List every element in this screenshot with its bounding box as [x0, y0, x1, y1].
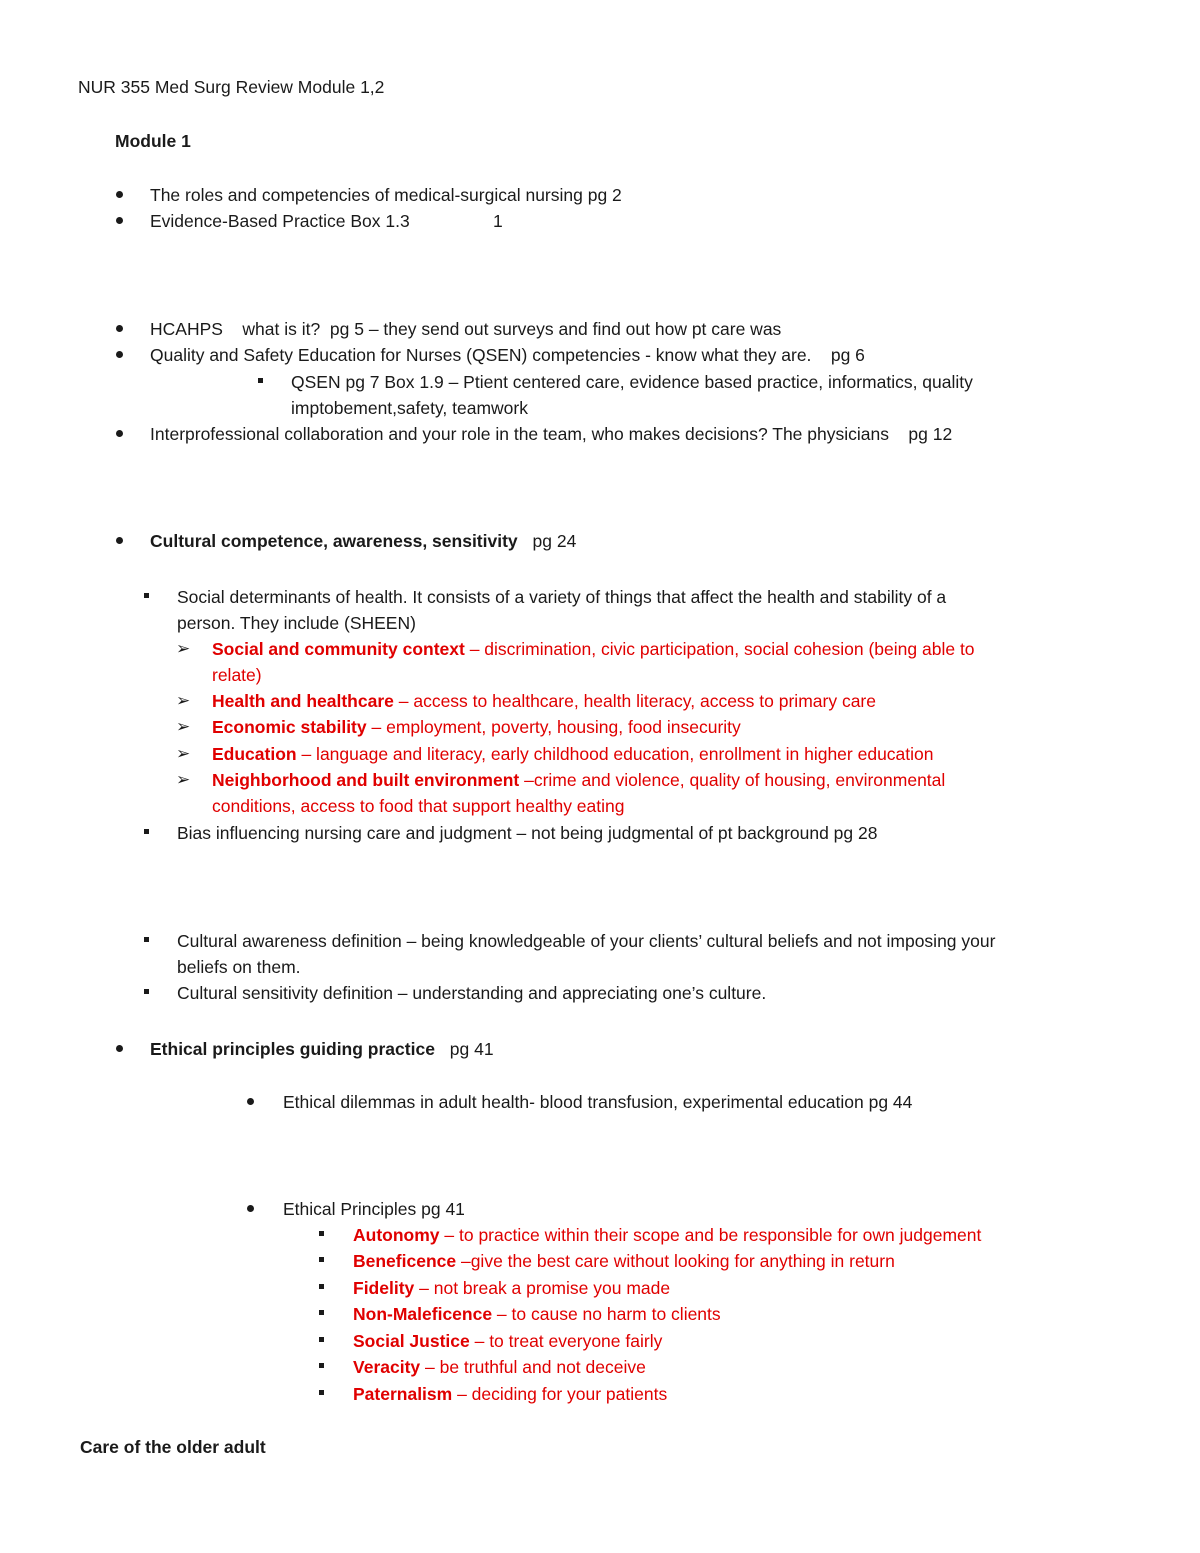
list-item-awareness-cont: beliefs on them. [177, 957, 301, 977]
sheen-item [212, 688, 876, 714]
list-item-ethical-principles: Ethical Principles pg 41 [283, 1199, 465, 1219]
bullet-dot-icon [116, 537, 123, 544]
bullet-dot-icon [247, 1098, 254, 1105]
cultural-heading-text: Cultural competence, awareness, sensitivity [150, 531, 518, 551]
list-item-qsen-box-cont: imptobement,safety, teamwork [291, 398, 528, 418]
list-item-dilemmas: Ethical dilemmas in adult health- blood transfusion, experimental education pg 44 [283, 1092, 913, 1112]
principle-term: Social Justice [353, 1331, 470, 1351]
list-item-hcahps: HCAHPS what is it? pg 5 – they send out surveys and find out how pt care was [150, 319, 782, 339]
principle-term: Non-Maleficence [353, 1304, 493, 1324]
sheen-item-cont: conditions, access to food that support healthy eating [212, 796, 625, 816]
arrow-bullet-icon: ➢ [176, 691, 191, 710]
bullet-dot-icon [116, 217, 123, 224]
sheen-item [212, 636, 975, 662]
module-heading: Module 1 [115, 131, 191, 151]
bullet-square-icon [319, 1231, 324, 1236]
sheen-item [212, 767, 945, 793]
principle-item [353, 1222, 981, 1248]
sheen-item [212, 741, 934, 767]
sheen-desc: – discrimination, civic participation, social cohesion (being able to [464, 639, 975, 659]
sheen-term: Neighborhood and built environment [212, 770, 520, 790]
sheen-term: Health and healthcare [212, 691, 394, 711]
principle-term: Paternalism [353, 1384, 453, 1404]
bullet-square-icon [319, 1363, 324, 1368]
sheen-term: Social and community context [212, 639, 465, 659]
principle-term: Beneficence [353, 1251, 457, 1271]
sheen-desc: – employment, poverty, housing, food insecurity [366, 717, 741, 737]
arrow-bullet-icon: ➢ [176, 744, 191, 763]
principle-desc: – deciding for your patients [452, 1384, 668, 1404]
bullet-dot-icon [116, 351, 123, 358]
sheen-desc: –crime and violence, quality of housing, environmental [519, 770, 946, 790]
list-item-sensitivity: Cultural sensitivity definition – understanding and appreciating one’s culture. [177, 983, 767, 1003]
arrow-bullet-icon: ➢ [176, 717, 191, 736]
bullet-square-icon [258, 378, 263, 383]
list-item-sdoh: Social determinants of health. It consists of a variety of things that affect the health and stability of a [177, 587, 947, 607]
sheen-item-cont: relate) [212, 665, 262, 685]
bullet-square-icon [144, 593, 149, 598]
principle-desc: –give the best care without looking for anything in return [456, 1251, 895, 1271]
principle-item [353, 1301, 721, 1327]
document-title: NUR 355 Med Surg Review Module 1,2 [78, 77, 385, 97]
section-heading-cultural [150, 528, 576, 554]
principle-item [353, 1248, 895, 1274]
bullet-square-icon [319, 1310, 324, 1315]
principle-desc: – to practice within their scope and be responsible for own judgement [439, 1225, 982, 1245]
ethics-heading-text: Ethical principles guiding practice [150, 1039, 435, 1059]
principle-term: Veracity [353, 1357, 421, 1377]
principle-desc: – to treat everyone fairly [469, 1331, 663, 1351]
principle-term: Fidelity [353, 1278, 415, 1298]
sheen-term: Economic stability [212, 717, 367, 737]
bullet-square-icon [144, 829, 149, 834]
list-item-ebp-number: 1 [493, 211, 503, 231]
principle-desc: – not break a promise you made [414, 1278, 671, 1298]
sheen-term: Education [212, 744, 297, 764]
list-item-interprofessional: Interprofessional collaboration and your role in the team, who makes decisions? The physicians pg 12 [150, 424, 953, 444]
bullet-dot-icon [116, 325, 123, 332]
bullet-square-icon [319, 1337, 324, 1342]
section-heading-older-adult: Care of the older adult [80, 1437, 266, 1457]
list-item-qsen: Quality and Safety Education for Nurses (QSEN) competencies - know what they are. pg 6 [150, 345, 865, 365]
principle-item [353, 1275, 670, 1301]
bullet-square-icon [319, 1390, 324, 1395]
principle-item [353, 1328, 662, 1354]
bullet-dot-icon [116, 191, 123, 198]
ethics-heading-page: pg 41 [449, 1039, 494, 1059]
list-item-bias: Bias influencing nursing care and judgment – not being judgmental of pt background pg 28 [177, 823, 878, 843]
list-item-sdoh-cont: person. They include (SHEEN) [177, 613, 416, 633]
list-item-ebp: Evidence-Based Practice Box 1.3 [150, 211, 410, 231]
bullet-dot-icon [247, 1205, 254, 1212]
bullet-dot-icon [116, 1045, 123, 1052]
list-item-awareness: Cultural awareness definition – being knowledgeable of your clients’ cultural beliefs and not imposing your [177, 931, 996, 951]
bullet-square-icon [319, 1284, 324, 1289]
sheen-desc: – access to healthcare, health literacy, access to primary care [393, 691, 876, 711]
section-heading-ethics [150, 1036, 494, 1062]
list-item-roles: The roles and competencies of medical-surgical nursing pg 2 [150, 185, 622, 205]
bullet-square-icon [144, 937, 149, 942]
principle-desc: – be truthful and not deceive [420, 1357, 646, 1377]
arrow-bullet-icon: ➢ [176, 770, 191, 789]
sheen-item [212, 714, 741, 740]
principle-desc: – to cause no harm to clients [492, 1304, 721, 1324]
principle-term: Autonomy [353, 1225, 440, 1245]
principle-item [353, 1381, 667, 1407]
bullet-square-icon [319, 1257, 324, 1262]
bullet-dot-icon [116, 430, 123, 437]
principle-item [353, 1354, 646, 1380]
arrow-bullet-icon: ➢ [176, 639, 191, 658]
list-item-qsen-box: QSEN pg 7 Box 1.9 – Ptient centered care, evidence based practice, informatics, quality [291, 372, 973, 392]
sheen-desc: – language and literacy, early childhood education, enrollment in higher education [296, 744, 934, 764]
bullet-square-icon [144, 989, 149, 994]
cultural-heading-page: pg 24 [532, 531, 577, 551]
